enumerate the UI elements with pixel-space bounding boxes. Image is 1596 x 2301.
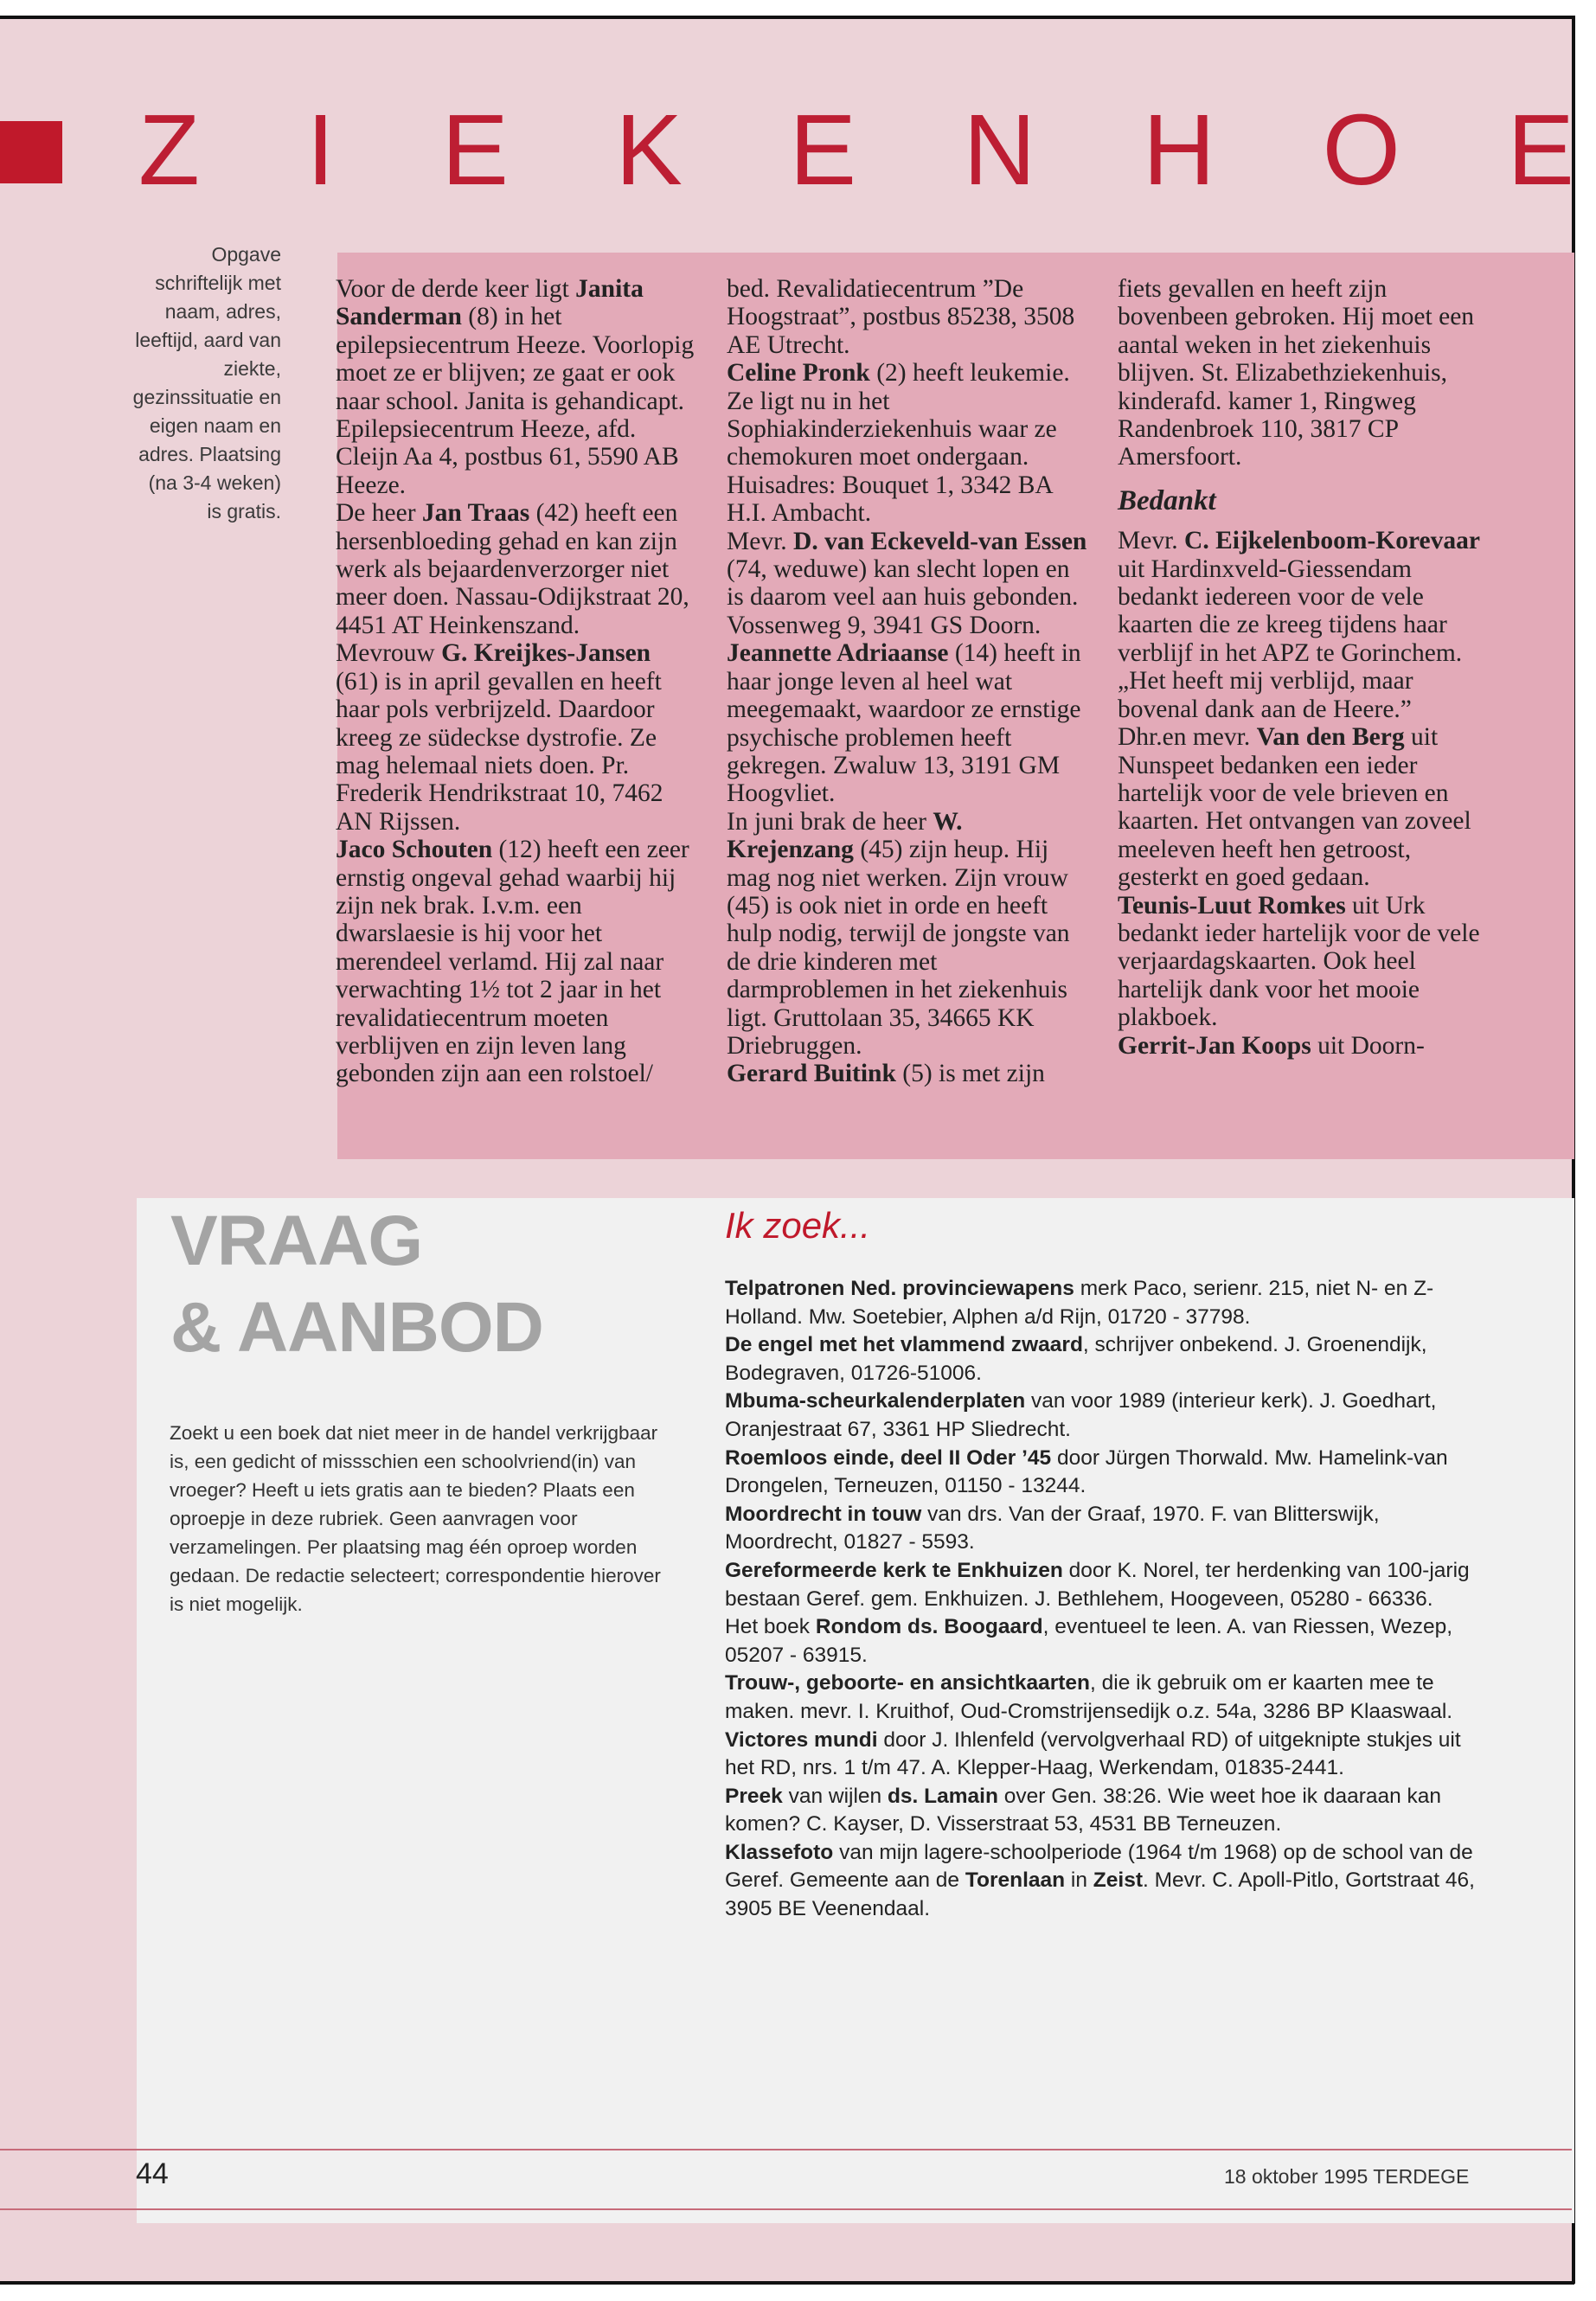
- announcement: [727, 528, 1090, 640]
- footer-rule-bottom: [0, 2208, 1572, 2210]
- ad-title: De engel met het vlammend zwaard: [725, 1333, 1083, 1357]
- ad-item: [725, 1613, 1495, 1670]
- vraag-aanbod-title-line1: VRAAG: [170, 1202, 423, 1280]
- ad-text: Het boek: [725, 1615, 816, 1639]
- ad-title: Klassefoto: [725, 1840, 834, 1864]
- ad-title: Victores mundi: [725, 1727, 878, 1752]
- announcement: [336, 639, 699, 836]
- title-letter: I: [306, 93, 335, 206]
- vraag-aanbod-title-line2: & AANBOD: [170, 1288, 543, 1367]
- scan-margin-bottom: [0, 2284, 1596, 2301]
- ad-item: [725, 1331, 1495, 1388]
- ad-text: over Gen. 38:26. Wie weet hoe ik daaraan kan komen? C. Kayser, D. Visserstraat 53, 4531 BB Terneuzen.: [725, 1784, 1442, 1836]
- announcement: [727, 275, 1090, 359]
- title-letter: K: [615, 93, 683, 206]
- ad-text: van wijlen: [782, 1784, 888, 1808]
- ad-text: , die ik gebruik om er kaarten mee te maken. mevr. I. Kruithof, Oud-Cromstrijensedijk o.z. 54a, 3286 BP Klaaswaal.: [725, 1671, 1453, 1723]
- ik-zoek-heading: Ik zoek...: [725, 1205, 871, 1246]
- ad-title: Moordrecht in touw: [725, 1502, 922, 1526]
- submission-note: Opgave schriftelijk met naam, adres, leeftijd, aard van ziekte, gezinssituatie en eigen naam en adres. Plaatsing (na 3-4 weken) is gratis.: [132, 243, 281, 522]
- announcement: [727, 808, 1090, 1061]
- person-name: W. Krejenzang: [727, 807, 963, 864]
- title-letter: E: [441, 93, 509, 206]
- ad-item: [725, 1727, 1495, 1783]
- announcement: [1118, 1032, 1481, 1060]
- ad-title: Gereformeerde kerk te Enkhuizen: [725, 1558, 1063, 1582]
- person-name: Van den Berg: [1256, 723, 1405, 752]
- announcement: [336, 275, 699, 499]
- ad-item: [725, 1557, 1495, 1613]
- person-name: G. Kreijkes-Jansen: [441, 639, 651, 668]
- person-name: Celine Pronk: [727, 359, 870, 388]
- announcement: [336, 499, 699, 639]
- person-name: D. van Eckeveld-van Essen: [793, 527, 1087, 555]
- announcement-text: fiets gevallen en heeft zijn bovenbeen gebroken. Hij moet een aantal weken in het ziekenhuis blijven. St. Elizabethziekenhuis, kinderafd. kamer 1, Ringweg Randenbroek 110, 3817 CP Amersfoort.: [1118, 275, 1475, 471]
- section-marker: [0, 121, 62, 183]
- announcement-text: uit Urk bedankt ieder hartelijk voor de vele verjaardagskaarten. Ook heel hartelijk dank voor het mooie plakboek.: [1118, 891, 1480, 1032]
- title-letter: N: [963, 93, 1036, 206]
- ad-title: Rondom ds. Boogaard: [815, 1615, 1043, 1639]
- person-name: Teunis-Luut Romkes: [1118, 891, 1346, 920]
- announcement: [1118, 892, 1481, 1032]
- title-letter: E: [789, 93, 856, 206]
- announcement: [727, 1060, 1090, 1087]
- announcement: [1118, 723, 1481, 891]
- column-2: [727, 275, 1090, 1088]
- title-letter: E: [1507, 93, 1574, 206]
- ad-item: [725, 1670, 1495, 1726]
- vraag-aanbod-intro: Zoekt u een boek dat niet meer in de handel verkrijgbaar is, een gedicht of missschien een schoolvriend(in) van vroeger? Heeft u iets gratis aan te bieden? Plaats een oproepje in deze rubriek. Geen aanvragen voor verzamelingen. Per plaatsing mag één oproep worden gedaan. De redactie selecteert; correspondentie hierover is niet mogelijk.: [170, 1422, 661, 1615]
- announcement-text: Voor de derde keer ligt: [336, 275, 576, 303]
- announcement: [727, 359, 1090, 527]
- column-1: [336, 275, 699, 1088]
- ad-text: , eventueel te leen. A. van Riessen, Wezep, 05207 - 63915.: [725, 1615, 1453, 1667]
- ad-title: Zeist: [1093, 1868, 1143, 1893]
- ad-text: door K. Norel, ter herdenking van 100-jarig bestaan Geref. gem. Enkhuizen. J. Bethlehem, Hoogeveen, 05280 - 66336.: [725, 1558, 1470, 1611]
- ad-title: Preek: [725, 1784, 783, 1808]
- ad-title: Torenlaan: [965, 1868, 1066, 1893]
- announcement-text: bed. Revalidatiecentrum ”De Hoogstraat”, postbus 85238, 3508 AE Utrecht.: [727, 275, 1075, 359]
- title-letter: O: [1322, 93, 1401, 206]
- ad-item: [725, 1388, 1495, 1444]
- ad-text: door J. Ihlenfeld (vervolgverhaal RD) of uitgeknipte stukjes uit het RD, nrs. 1 t/m 47. A. Klepper-Haag, Werkendam, 01835-2441.: [725, 1727, 1461, 1780]
- announcement-text: Mevr.: [727, 527, 794, 555]
- announcement-text: (42) heeft een hersenbloeding gehad en kan zijn werk als bejaardenverzorger niet meer doen. Nassau-Odijkstraat 20, 4451 AT Heinkenszand.: [336, 499, 689, 639]
- page-number: 44: [136, 2157, 169, 2190]
- ad-text: merk Paco, serienr. 215, niet N- en Z-Holland. Mw. Soetebier, Alphen a/d Rijn, 01720 - 37798.: [725, 1277, 1434, 1329]
- announcement-text: (5) is met zijn: [895, 1060, 1045, 1088]
- title-letter: H: [1143, 93, 1215, 206]
- ad-text: van drs. Van der Graaf, 1970. F. van Blitterswijk, Moordrecht, 01827 - 5593.: [725, 1502, 1380, 1554]
- person-name: Gerrit-Jan Koops: [1118, 1031, 1311, 1060]
- person-name: C. Eijkelenboom-Korevaar: [1184, 527, 1480, 555]
- person-name: Janita Sanderman: [336, 275, 644, 331]
- issue-date: 18 oktober 1995 TERDEGE: [1224, 2165, 1470, 2188]
- scan-margin-top: [0, 0, 1596, 16]
- announcement-text: In juni brak de heer: [727, 807, 933, 836]
- announcement-text: (45) zijn heup. Hij mag nog niet werken. Zijn vrouw (45) is ook niet in orde en heeft hulp nodig, terwijl de jongste van de drie kinderen met darmproblemen in het ziekenhuis ligt. Gruttolaan 35, 34665 KK Driebruggen.: [727, 836, 1070, 1060]
- ad-item: [725, 1501, 1495, 1557]
- section-title: [138, 85, 1574, 215]
- announcement-text: (74, weduwe) kan slecht lopen en is daarom veel aan huis gebonden. Vossenweg 9, 3941 GS Doorn.: [727, 555, 1079, 639]
- person-name: Jan Traas: [421, 499, 530, 528]
- announcement-text: Dhr.en mevr.: [1118, 723, 1257, 752]
- ad-text: door Jürgen Thorwald. Mw. Hamelink-van Drongelen, Terneuzen, 01150 - 13244.: [725, 1445, 1448, 1498]
- column-3: [1118, 275, 1481, 1060]
- border-top: [0, 16, 1574, 19]
- ad-item: [725, 1445, 1495, 1501]
- person-name: Gerard Buitink: [727, 1060, 896, 1088]
- person-name: Jaco Schouten: [336, 836, 493, 864]
- announcement-text: (8) in het epilepsiecentrum Heeze. Voorlopig moet ze er blijven; ze gaat er ook naar school. Janita is gehandicapt. Epilepsiecentrum Heeze, afd. Cleijn Aa 4, postbus 61, 5590 AB Heeze.: [336, 303, 695, 499]
- ad-text: van mijn lagere-schoolperiode (1964 t/m 1968) op de school van de Geref. Gemeente aan de: [725, 1840, 1473, 1893]
- ad-title: Roemloos einde, deel II Oder ’45: [725, 1445, 1052, 1470]
- announcement-text: uit Doorn-: [1311, 1031, 1425, 1060]
- bedankt-heading: Bedankt: [1118, 484, 1216, 516]
- announcement-text: uit Nunspeet bedanken een ieder hartelijk voor de vele brieven en kaarten. Het ontvangen van zoveel meeleven heeft hen getroost, gesterkt en goed gedaan.: [1118, 723, 1471, 892]
- border-bottom: [0, 2281, 1574, 2285]
- ad-title: Telpatronen Ned. provinciewapens: [725, 1277, 1074, 1300]
- ad-item: [725, 1783, 1495, 1839]
- announcement-text: (14) heeft in haar jonge leven al heel wat meegemaakt, waardoor ze ernstige psychische problemen heeft gekregen. Zwaluw 13, 3191 GM Hoogvliet.: [727, 639, 1081, 808]
- announcement-text: Mevr.: [1118, 527, 1185, 555]
- announcement-text: Mevrouw: [336, 639, 442, 668]
- announcement: [1118, 275, 1481, 471]
- scan-margin-right: [1574, 0, 1596, 2301]
- announcement-text: (12) heeft een zeer ernstig ongeval gehad waarbij hij zijn nek brak. I.v.m. een dwarslaesie is hij voor het merendeel verlamd. Hij zal naar verwachting 1½ tot 2 jaar in het revalidatiecentrum moeten verblijven en zijn leven lang gebonden zijn aan een rolstoel/: [336, 836, 689, 1088]
- ad-title: Trouw-, geboorte- en ansichtkaarten: [725, 1671, 1091, 1695]
- ad-title: ds. Lamain: [887, 1784, 998, 1808]
- ad-item: [725, 1839, 1495, 1924]
- person-name: Jeannette Adriaanse: [727, 639, 949, 668]
- ad-item: [725, 1275, 1495, 1331]
- announcement-text: (61) is in april gevallen en heeft haar pols verbrijzeld. Daardoor kreeg ze südeckse dystrofie. Ze mag helemaal niets doen. Pr. Frederik Hendrikstraat 10, 7462 AN Rijssen.: [336, 667, 663, 836]
- announcement: [1118, 527, 1481, 723]
- announcement-text: uit Hardinxveld-Giessendam bedankt iedereen voor de vele kaarten die ze kreeg tijdens haar verblijf in het APZ te Gorinchem. „Het heeft mij verblijd, maar bovenal dank aan de Heere.”: [1118, 554, 1463, 723]
- ad-text: in: [1065, 1868, 1093, 1893]
- ad-text: . Mevr. C. Apoll-Pitlo, Gortstraat 46, 3905 BE Veenendaal.: [725, 1868, 1475, 1921]
- ad-text: , schrijver onbekend. J. Groenendijk, Bodegraven, 01726-51006.: [725, 1333, 1427, 1385]
- footer-rule-top: [0, 2149, 1572, 2150]
- ad-text: van voor 1989 (interieur kerk). J. Goedhart, Oranjestraat 67, 3361 HP Sliedrecht.: [725, 1389, 1437, 1441]
- announcement-text: De heer: [336, 499, 422, 528]
- ads-list: [725, 1275, 1495, 1924]
- announcement: [336, 836, 699, 1088]
- announcement-text: (2) heeft leukemie. Ze ligt nu in het Sophiakinderziekenhuis waar ze chemokuren moet ondergaan. Huisadres: Bouquet 1, 3342 BA H.I. Ambacht.: [727, 359, 1070, 528]
- ad-title: Mbuma-scheurkalenderplaten: [725, 1389, 1026, 1413]
- title-letter: Z: [138, 93, 200, 206]
- announcement: [727, 639, 1090, 807]
